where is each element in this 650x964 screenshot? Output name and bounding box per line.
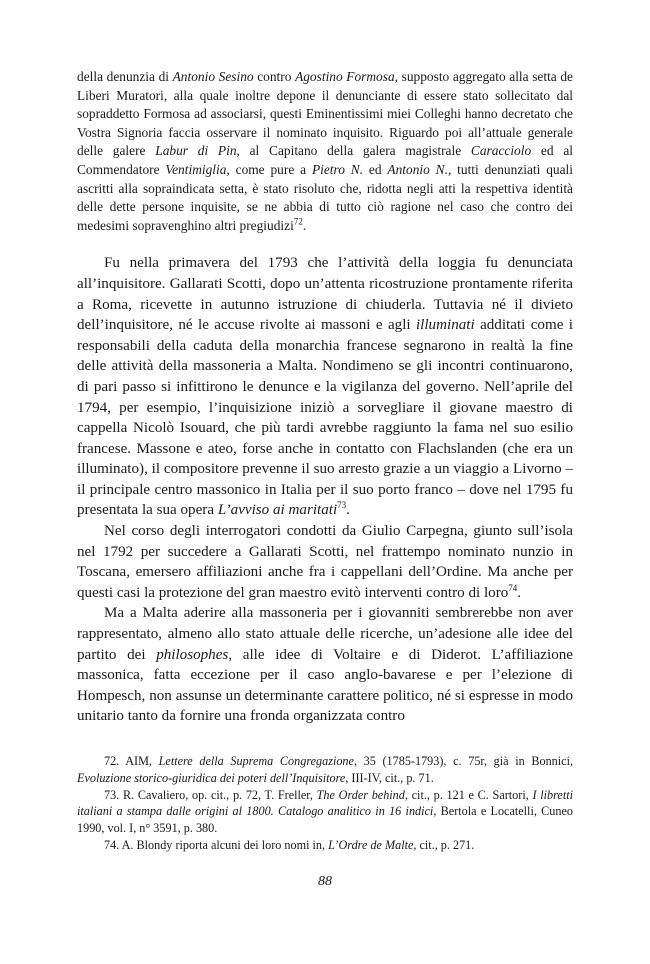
quoted-passage: della denunzia di Antonio Sesino contro Agostino Formosa, supposto aggregato alla setta de Liberi Muratori, alla quale inoltre depone il denunciante di essere stato sollecitato dal sopraddetto Formosa ad associarsi, questi Eminentissimi miei Colleghi hanno decretato che Vostra Signoria faccia osservare il nominato inquisito. Riguardo poi all’attuale generale delle galere Labur di Pin, al Capitano della galera magistrale Caracciolo ed al Commendatore Ventimiglia, come pure a Pietro N. ed Antonio N., tutti denunziati quali ascritti alla sopraindicata setta, è stato risoluto che, ridotta negli atti la respettiva identità delle dette persone inquisite, se ne abbia di tutto ciò ragione nel caso che contro dei medesimi sopravenghino altri pregiudizi$^{72}$. (77, 69, 573, 233)
paragraph-3: Ma a Malta aderire alla massoneria per i giovanniti sembrerebbe non aver rappresentato, almeno allo stato attuale delle ricerche, un’adesione alle idee del partito dei philosophes, alle idee di Voltaire e di Diderot. L’affiliazione massonica, fatta eccezione per il caso anglo-bavarese e per l’elezione di Hompesch, non assunse un determinante carattere politico, né si espresse in modo unitario tanto da fornire una fronda organizzata contro (77, 605, 573, 725)
page-number: 88 (318, 874, 332, 889)
page-body (77, 68, 573, 854)
footnote-ref-72: 72 (293, 216, 303, 227)
footnote-ref-74: 74 (508, 582, 518, 593)
spacer (77, 235, 573, 253)
footnotes (77, 753, 573, 854)
footnote-74: 74. A. Blondy riporta alcuni dei loro nomi in, L’Ordre de Malte, cit., p. 271. (104, 837, 475, 852)
footnote-73: 73. R. Cavaliero, op. cit., p. 72, T. Freller, The Order behind, cit., p. 121 e C. Sartori, I libretti italiani a stampa dalle origini al 1800. Catalogo analitico in 16 indici, Bertola e Locatelli, Cuneo 1990, vol. I, n° 3591, p. 380. (77, 787, 573, 836)
paragraph-2: Nel corso degli interrogatori condotti da Giulio Carpegna, giunto sull’isola nel 1792 per succedere a Gallarati Scotti, nel frattempo nominato nunzio in Toscana, emersero affiliazioni anche fra i cappellani dell’Ordine. Ma anche per questi casi la protezione del gran maestro evitò interventi contro di loro$^{74}$. (77, 523, 573, 601)
paragraph-1: Fu nella primavera del 1793 che l’attività della loggia fu denunciata all’inquisitore. Gallarati Scotti, dopo un’attenta ricostruzione prontamente riferita a Roma, ricevette in autunno istruzione di chiuderla. Tuttavia né il divieto dell’inquisitore, né le accuse rivolte ai massoni e agli illuminati additati come i responsabili della caduta della monarchia francese segnarono in realtà la fine delle attività della massoneria a Malta. Nondimeno se gli incontri continuarono, di pari passo si infittirono le denunce e la vigilanza del governo. Nell’aprile del 1794, per esempio, l’inquisizione iniziò a sorvegliare il giovane maestro di cappella Nicolò Isouard, che più tardi avrebbe raggiunto la fama nel suo esilio francese. Massone e ateo, forse anche in contatto con Flachslanden (che era un illuminato), il compositore prevenne il suo arresto grazie a un viaggio a Livorno – il principale centro massonico in Italia per il suo porto franco – dove nel 1795 fu presentata la sua opera L’avviso ai maritati$^{73}$. (77, 255, 573, 519)
footnote-ref-73: 73 (337, 500, 347, 511)
footnote-72: 72. AIM, Lettere della Suprema Congregazione, 35 (1785-1793), c. 75r, già in Bonnici, Evoluzione storico-giuridica dei poteri dell’Inquisitore, III-IV, cit., p. 71. (77, 754, 573, 785)
